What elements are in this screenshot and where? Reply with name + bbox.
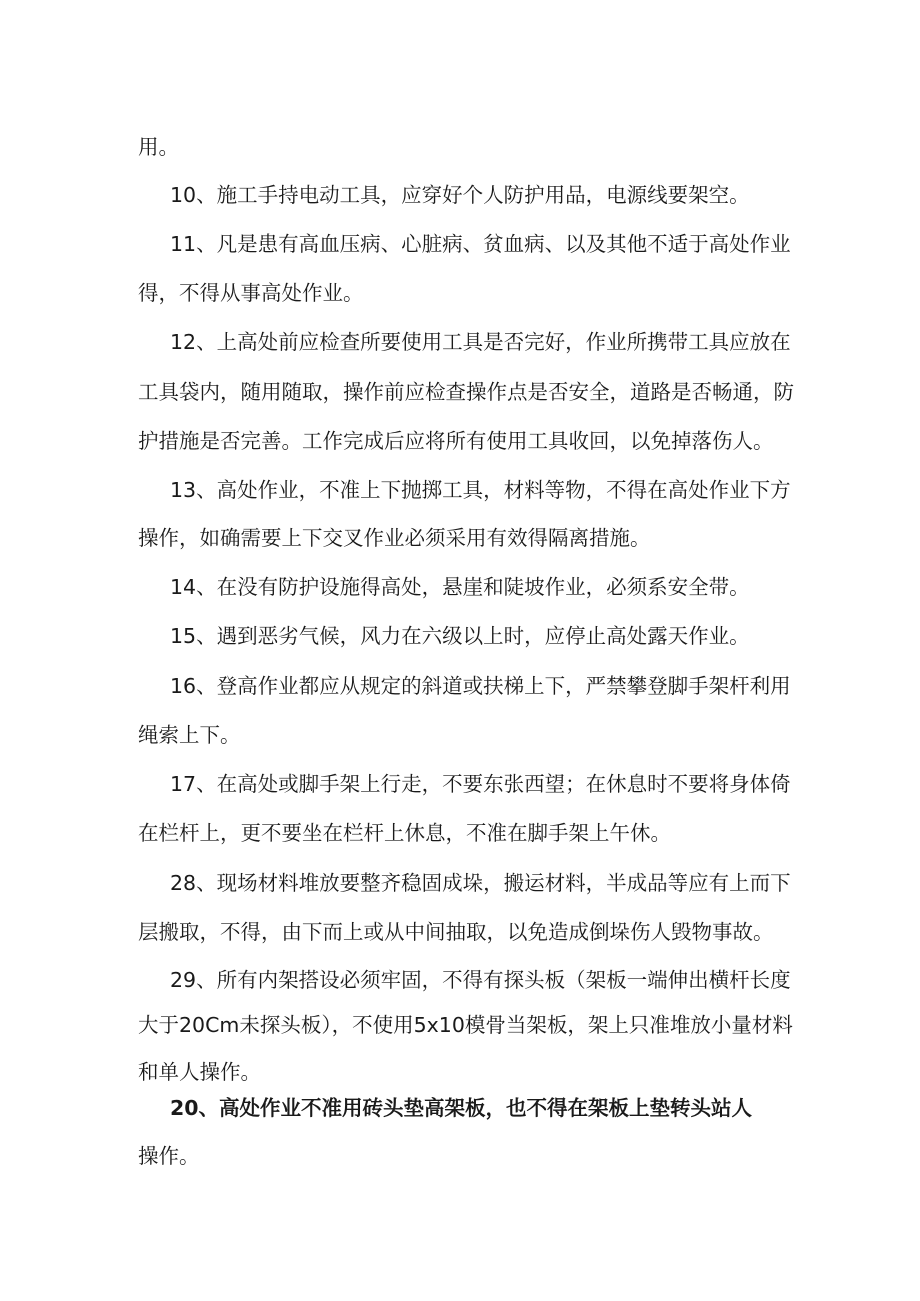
text-line: 操作。 bbox=[138, 1144, 200, 1168]
text-line: 13、高处作业，不准上下抛掷工具，材料等物，不得在高处作业下方 bbox=[170, 478, 791, 502]
text-line: 和单人操作。 bbox=[138, 1060, 261, 1084]
text-line: 得，不得从事高处作业。 bbox=[138, 281, 364, 305]
text-line: 29、所有内架搭设必须牢固，不得有探头板（架板一端伸出横杆长度 bbox=[170, 968, 791, 992]
text-line: 28、现场材料堆放要整齐稳固成垛，搬运材料，半成品等应有上而下 bbox=[170, 871, 791, 895]
text-line: 绳索上下。 bbox=[138, 723, 241, 747]
text-line: 层搬取，不得，由下而上或从中间抽取，以免造成倒垛伤人毁物事故。 bbox=[138, 920, 774, 944]
text-line: 大于20Cm未探头板），不使用5x10模骨当架板，架上只准堆放小量材料 bbox=[138, 1013, 793, 1037]
text-line: 在栏杆上，更不要坐在栏杆上休息，不准在脚手架上午休。 bbox=[138, 821, 671, 845]
text-line: 操作，如确需要上下交叉作业必须采用有效得隔离措施。 bbox=[138, 526, 651, 550]
text-line: 17、在高处或脚手架上行走，不要东张西望；在休息时不要将身体倚 bbox=[170, 772, 791, 796]
text-line: 20、高处作业不准用砖头垫高架板，也不得在架板上垫转头站人 bbox=[170, 1096, 753, 1120]
text-line: 14、在没有防护设施得高处，悬崖和陡坡作业，必须系安全带。 bbox=[170, 575, 750, 599]
text-line: 15、遇到恶劣气候，风力在六级以上时，应停止高处露天作业。 bbox=[170, 624, 750, 648]
text-line: 10、施工手持电动工具，应穿好个人防护用品，电源线要架空。 bbox=[170, 183, 750, 207]
text-line: 12、上高处前应检查所要使用工具是否完好，作业所携带工具应放在 bbox=[170, 330, 791, 354]
text-line: 16、登高作业都应从规定的斜道或扶梯上下，严禁攀登脚手架杆利用 bbox=[170, 674, 791, 698]
text-line: 用。 bbox=[138, 135, 179, 159]
text-line: 11、凡是患有高血压病、心脏病、贫血病、以及其他不适于高处作业 bbox=[170, 232, 791, 256]
text-line: 工具袋内，随用随取，操作前应检查操作点是否安全，道路是否畅通，防 bbox=[138, 380, 794, 404]
text-line: 护措施是否完善。工作完成后应将所有使用工具收回，以免掉落伤人。 bbox=[138, 429, 774, 453]
